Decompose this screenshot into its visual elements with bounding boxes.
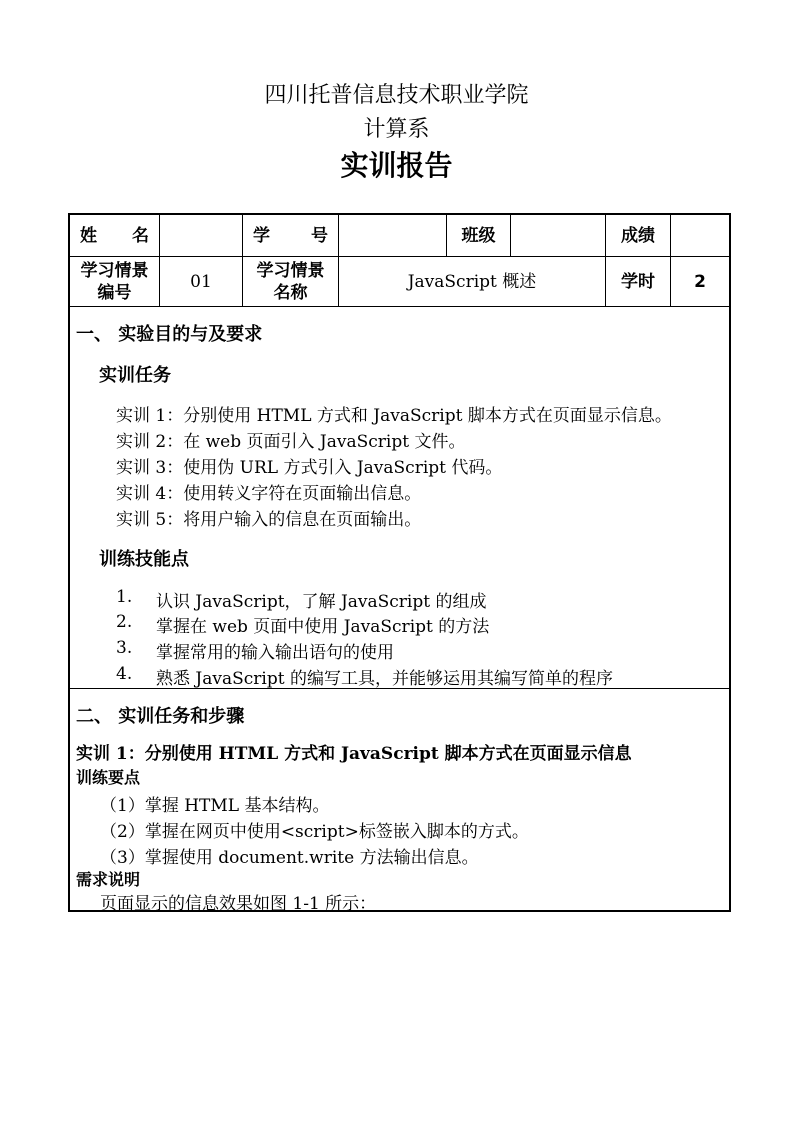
task-item: 实训 1：分别使用 HTML 方式和 JavaScript 脚本方式在页面显示信息。	[116, 406, 672, 426]
skills-heading: 训练技能点	[99, 549, 189, 570]
name-label	[70, 215, 159, 256]
tasks-heading: 实训任务	[99, 365, 171, 386]
name-label-part: 姓	[80, 225, 97, 246]
key-points-heading: 训练要点	[76, 768, 141, 787]
hours-label: 学时	[621, 271, 655, 292]
scenario-name-value: JavaScript 概述	[407, 271, 537, 292]
skill-item: 掌握常用的输入输出语句的使用	[156, 643, 394, 663]
section2-heading: 二、 实训任务和步骤	[76, 706, 245, 727]
skill-number: 4.	[116, 664, 133, 684]
report-title: 实训报告	[340, 149, 453, 182]
name-value-cell[interactable]	[160, 215, 242, 256]
skill-number: 3.	[116, 638, 133, 658]
skill-number: 2.	[116, 612, 133, 632]
student-id-label	[243, 215, 338, 256]
skill-item: 熟悉 JavaScript 的编写工具，并能够运用其编写简单的程序	[156, 669, 613, 689]
name-label-part: 名	[132, 225, 149, 246]
class-label: 班级	[461, 225, 496, 246]
scenario-name-label: 学习情景名称	[256, 260, 325, 303]
grade-label: 成绩	[621, 225, 655, 246]
key-point-item: （1）掌握 HTML 基本结构。	[100, 796, 330, 816]
skill-item: 认识 JavaScript，了解 JavaScript 的组成	[156, 592, 487, 612]
skill-item: 掌握在 web 页面中使用 JavaScript 的方法	[156, 617, 490, 637]
grade-value-cell[interactable]	[671, 215, 729, 256]
requirements-heading: 需求说明	[76, 870, 141, 889]
school-name: 四川托普信息技术职业学院	[264, 83, 529, 108]
table-bottom-divider	[68, 306, 731, 307]
hours-value: 2	[694, 271, 706, 292]
department-name: 计算系	[363, 117, 430, 142]
class-value-cell[interactable]	[511, 215, 605, 256]
scenario-no-value: 01	[190, 271, 212, 292]
student-id-label-part: 学	[253, 225, 270, 246]
section1-heading: 一、 实验目的与及要求	[76, 324, 263, 345]
student-id-label-part: 号	[311, 225, 328, 246]
scenario-no-label: 学习情景编号	[80, 260, 149, 303]
task-item: 实训 3：使用伪 URL 方式引入 JavaScript 代码。	[116, 458, 503, 478]
key-point-item: （2）掌握在网页中使用<script>标签嵌入脚本的方式。	[100, 822, 529, 842]
task-item: 实训 5：将用户输入的信息在页面输出。	[116, 510, 422, 530]
student-id-value-cell[interactable]	[339, 215, 446, 256]
task-item: 实训 4：使用转义字符在页面输出信息。	[116, 484, 422, 504]
requirements-text: 页面显示的信息效果如图 1-1 所示：	[100, 894, 377, 914]
task1-title: 实训 1：分别使用 HTML 方式和 JavaScript 脚本方式在页面显示信息	[76, 744, 632, 764]
task-item: 实训 2：在 web 页面引入 JavaScript 文件。	[116, 432, 466, 452]
key-point-item: （3）掌握使用 document.write 方法输出信息。	[100, 848, 479, 868]
skill-number: 1.	[116, 587, 133, 607]
